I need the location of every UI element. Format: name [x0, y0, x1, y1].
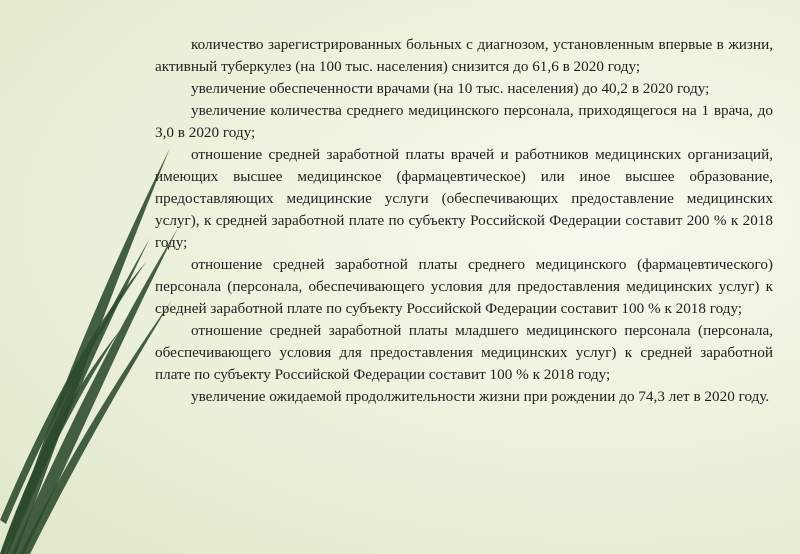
paragraph-tuberculosis: количество зарегистрированных больных с диагнозом, установленным впервые в жизни, активный туберкулез (на 100 тыс. населения) снизится до 61,6 в 2020 году; [155, 36, 773, 75]
paragraph-life-expectancy: увеличение ожидаемой продолжительности жизни при рождении до 74,3 лет в 2020 году. [191, 388, 770, 405]
paragraph-doctors-supply: увеличение обеспеченности врачами (на 10 тыс. населения) до 40,2 в 2020 году; [191, 80, 710, 97]
paragraph-junior-staff-salary: отношение средней заработной платы младшего медицинского персонала (персонала, обеспечивающего условия для предоставления медицинских услуг) к средней заработной плате по субъекту Российской Федерации составит 100 % к 2018 году; [155, 322, 773, 383]
paragraph-nursing-staff: увеличение количества среднего медицинского персонала, приходящегося на 1 врача, до 3,0 в 2020 году; [155, 102, 773, 141]
paragraph-doctors-salary: отношение средней заработной платы врачей и работников медицинских организаций, имеющих высшее медицинское (фармацевтическое) или иное высшее образование, предоставляющих медицинские услуги (обеспечивающих предоставление медицинских услуг), к средней заработной плате по субъекту Российской Федерации составит 200 % к 2018 году; [155, 146, 773, 251]
text-body [155, 34, 773, 408]
grass-decoration [0, 0, 180, 554]
grass-blade [12, 228, 178, 554]
grass-blades [0, 148, 178, 554]
grass-blade [0, 330, 120, 554]
paragraph-mid-staff-salary: отношение средней заработной платы среднего медицинского (фармацевтического) персонала (персонала, обеспечивающего условия для предоставления медицинских услуг) к средней заработной плате по субъекту Российской Федерации составит 100 % к 2018 году; [155, 256, 773, 317]
